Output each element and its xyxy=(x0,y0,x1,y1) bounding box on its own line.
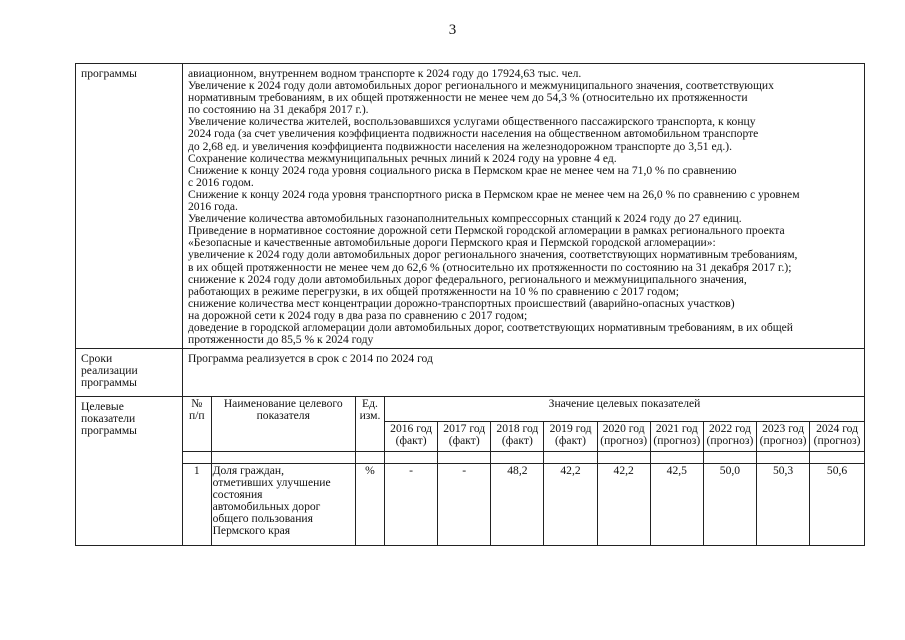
header-values-group: Значение целевых показателей xyxy=(385,397,864,421)
row-name-line: Пермского края xyxy=(212,524,291,538)
year-label: 2022 год xyxy=(708,421,751,435)
terms-value: Программа реализуется в срок с 2014 по 2024 год xyxy=(183,349,865,397)
gap-cell xyxy=(438,451,491,463)
gap-cell xyxy=(211,451,355,463)
goals-line: доведение в городской агломерации доли автомобильных дорог, соответствующих нормативным требованиям, в их общей xyxy=(188,320,793,334)
value-2016: - xyxy=(385,463,438,545)
year-label: 2024 год xyxy=(816,421,859,435)
value-2019: 42,2 xyxy=(544,463,597,545)
goals-row xyxy=(76,64,865,349)
terms-label xyxy=(76,349,183,397)
goals-line: снижение количества мест концентрации дорожно-транспортных происшествий (аварийно-опасных участков) xyxy=(188,296,735,310)
gap-cell xyxy=(757,451,810,463)
year-label: 2019 год xyxy=(549,421,592,435)
gap-cell xyxy=(703,451,756,463)
goals-line: снижение к 2024 году доли автомобильных дорог федерального, регионального и межмуниципального значения, xyxy=(188,272,747,286)
goals-line: Снижение к концу 2024 года уровня социального риска в Пермском крае не менее чем на 71,0 % по сравнению xyxy=(188,163,737,177)
gap-cell xyxy=(183,451,211,463)
goals-line: увеличение к 2024 году доли автомобильных дорог регионального значения, соответствующих нормативным требованиям, xyxy=(188,248,798,262)
value-2023: 50,3 xyxy=(757,463,810,545)
header-year-2022 xyxy=(703,421,756,451)
value-2021: 42,5 xyxy=(650,463,703,545)
row-name-line: общего пользования xyxy=(212,512,313,526)
header-unit-line: изм. xyxy=(359,409,381,423)
gap-cell xyxy=(385,451,438,463)
goals-line: на дорожной сети к 2024 году в два раза по сравнению с 2017 годом; xyxy=(188,308,528,322)
year-label: 2018 год xyxy=(496,421,539,435)
goals-line: до 2,68 ед. и увеличения коэффициента подвижности населения на железнодорожном транспорте до 3,51 ед.). xyxy=(188,139,732,153)
row-num: 1 xyxy=(183,463,211,545)
goals-line: в их общей протяженности не менее чем до 62,6 % (относительно их протяженности по состоянию на 31 декабря 2017 г.); xyxy=(188,260,792,274)
header-unit xyxy=(355,397,384,451)
year-label: 2020 год xyxy=(602,421,645,435)
goals-line: 2016 года. xyxy=(188,200,238,214)
header-name xyxy=(211,397,355,451)
header-num-line: № xyxy=(191,397,203,411)
header-num xyxy=(183,397,211,451)
header-year-2018 xyxy=(491,421,544,451)
header-name-line: показателя xyxy=(256,409,310,423)
value-2018: 48,2 xyxy=(491,463,544,545)
goals-line: Увеличение к 2024 году доли автомобильных дорог регионального и межмуниципального значения, соответствующих xyxy=(188,79,774,93)
program-passport-table xyxy=(75,63,865,546)
goals-line: 2024 года (за счет увеличения коэффициента подвижности населения на общественном автомобильном транспорте xyxy=(188,127,759,141)
year-label: 2023 год xyxy=(762,421,805,435)
gap-cell xyxy=(491,451,544,463)
value-2017: - xyxy=(438,463,491,545)
goals-line: с 2016 годом. xyxy=(188,175,254,189)
row-name-line: автомобильных дорог xyxy=(212,499,321,513)
header-year-2021 xyxy=(650,421,703,451)
goals-line: работающих в режиме перегрузки, в их общей протяженности на 10 % по сравнению с 2017 годом; xyxy=(188,284,679,298)
gap-cell xyxy=(544,451,597,463)
indicators-gap-row xyxy=(183,451,864,463)
goals-line: Снижение к концу 2024 года уровня транспортного риска в Пермском крае не менее чем на 26,0 % по сравнению с уровнем xyxy=(188,187,800,201)
indicators-label xyxy=(76,397,183,546)
goals-line: Приведение в нормативное состояние дорожной сети Пермской городской агломерации в рамках регионального проекта xyxy=(188,224,785,238)
indicators-table xyxy=(183,397,864,545)
row-name-line: Доля граждан, xyxy=(212,463,284,477)
goals-line: нормативным требованиям, в их общей протяженности не менее чем до 54,3 % (относительно их протяженности xyxy=(188,91,748,105)
goals-text xyxy=(183,64,865,349)
indicators-label-line: Целевые xyxy=(81,400,124,414)
header-year-2016 xyxy=(385,421,438,451)
indicators-cell xyxy=(183,397,865,546)
year-status: (прогноз) xyxy=(813,433,861,447)
gap-cell xyxy=(810,451,864,463)
gap-cell xyxy=(650,451,703,463)
goals-line: Увеличение количества жителей, воспользовавшихся услугами общественного пассажирского транспорта, к концу xyxy=(188,115,756,129)
value-2020: 42,2 xyxy=(597,463,650,545)
gap-cell xyxy=(597,451,650,463)
header-year-2024 xyxy=(810,421,864,451)
value-2022: 50,0 xyxy=(703,463,756,545)
row-name xyxy=(211,463,355,545)
terms-label-line: реализации xyxy=(81,364,138,378)
header-num-line: п/п xyxy=(188,409,205,423)
year-status: (прогноз) xyxy=(706,433,754,447)
value-2024: 50,6 xyxy=(810,463,864,545)
indicators-label-line: программы xyxy=(81,424,137,438)
goals-line: протяженности до 85,5 % к 2024 году xyxy=(188,333,374,347)
year-status: (прогноз) xyxy=(653,433,701,447)
header-year-2020 xyxy=(597,421,650,451)
goals-label: программы xyxy=(76,64,183,349)
table-row xyxy=(183,463,864,545)
year-label: 2017 год xyxy=(443,421,486,435)
goals-line: авиационном, внутреннем водном транспорте к 2024 году до 17924,63 тыс. чел. xyxy=(188,67,582,80)
year-status: (факт) xyxy=(395,433,427,447)
year-status: (факт) xyxy=(448,433,480,447)
header-year-2019 xyxy=(544,421,597,451)
header-name-line: Наименование целевого xyxy=(223,397,343,411)
page-number: 3 xyxy=(448,22,457,38)
header-year-2017 xyxy=(438,421,491,451)
terms-row xyxy=(76,349,865,397)
year-label: 2021 год xyxy=(655,421,698,435)
goals-line: Увеличение количества автомобильных газонаполнительных компрессорных станций к 2024 году до 27 единиц. xyxy=(188,212,742,226)
indicators-row xyxy=(76,397,865,546)
year-status: (прогноз) xyxy=(759,433,807,447)
terms-label-line: программы xyxy=(81,376,137,390)
header-unit-line: Ед. xyxy=(362,397,378,411)
terms-label-line: Сроки xyxy=(81,352,113,366)
row-unit: % xyxy=(355,463,384,545)
year-status: (прогноз) xyxy=(600,433,648,447)
gap-cell xyxy=(355,451,384,463)
row-name-line: отметивших улучшение xyxy=(212,475,331,489)
header-year-2023 xyxy=(757,421,810,451)
goals-line: Сохранение количества межмуниципальных речных линий к 2024 году на уровне 4 ед. xyxy=(188,151,617,165)
indicators-label-line: показатели xyxy=(81,412,136,426)
year-status: (факт) xyxy=(501,433,533,447)
year-label: 2016 год xyxy=(390,421,433,435)
goals-line: по состоянию на 31 декабря 2017 г.). xyxy=(188,103,369,117)
indicators-header-row xyxy=(183,397,864,421)
row-name-line: состояния xyxy=(212,487,263,501)
goals-line: «Безопасные и качественные автомобильные дороги Пермского края и Пермской городской агломерации»: xyxy=(188,236,716,250)
year-status: (факт) xyxy=(555,433,586,447)
